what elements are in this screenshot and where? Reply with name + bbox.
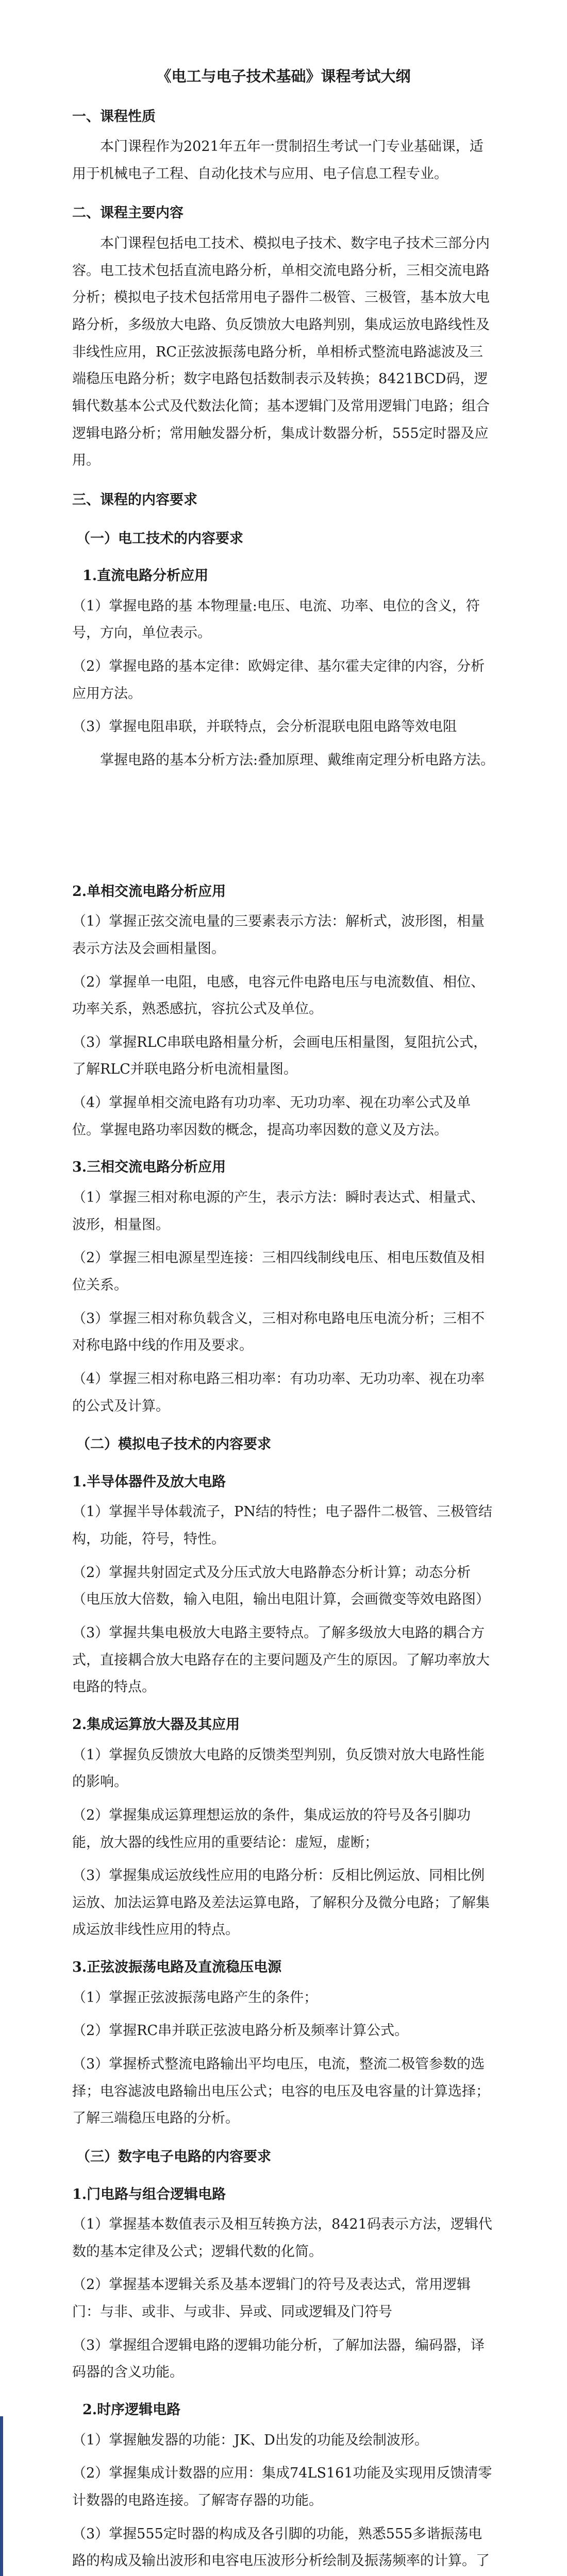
list-item: （2）掌握集成运算理想运放的条件，集成运放的符号及各引脚功能，放大器的线性应用的重要结论：虚短，虚断； [72, 1807, 471, 1851]
list-item: （4）掌握三相对称电路三相功率：有功功率、无功功率、视在功率的公式及计算。 [72, 1370, 485, 1414]
list-item: （1）掌握正弦波振荡电路产生的条件； [72, 1989, 318, 2006]
list-item: （2）掌握单一电阻，电感，电容元件电路电压与电流数值、相位、功率关系，熟悉感抗，容抗公式及单位。 [72, 974, 485, 1018]
subsection-heading-dc: 1.直流电路分析应用 [82, 568, 209, 584]
document [72, 62, 495, 2576]
list-item: （4）掌握单相交流电路有功功率、无功功率、视在功率公式及单位。掌握电路功率因数的概念，提高功率因数的意义及方法。 [72, 1095, 471, 1138]
subsection-heading-three-phase: 3.三相交流电路分析应用 [72, 1159, 226, 1176]
subsection-heading-logic: 1.门电路与组合逻辑电路 [72, 2186, 226, 2202]
subsection-heading-semiconductor: 1.半导体器件及放大电路 [72, 1473, 226, 1490]
list-item: （2）掌握集成计数器的应用：集成74LS161功能及实现用反馈清零计数器的电路连接。了解寄存器的功能。 [72, 2465, 492, 2509]
list-item: （3）掌握555定时器的构成及各引脚的功能，熟悉555多谐振荡电路的构成及输出波形和电容电压波形分析绘制及振荡频率的计算。了 [72, 2526, 490, 2569]
list-item: （1）掌握基本数值表示及相互转换方法，8421码表示方法，逻辑代数的基本定律及公式；逻辑代数的化简。 [72, 2216, 492, 2260]
section-heading-nature: 一、课程性质 [72, 108, 156, 125]
list-item: （1）掌握触发器的功能：JK、D出发的功能及绘制波形。 [72, 2432, 428, 2448]
subsection-heading-ac: 2.单相交流电路分析应用 [72, 883, 226, 900]
section-heading-content: 二、课程主要内容 [72, 205, 184, 222]
part-heading-analog: （二）模拟电子技术的内容要求 [76, 1436, 271, 1453]
list-item: （1）掌握半导体载流子，PN结的特性；电子器件二极管、三极管结构，功能，符号，特性。 [72, 1504, 492, 1548]
subsection-heading-opamp: 2.集成运算放大器及其应用 [72, 1716, 240, 1733]
list-item: （3）掌握RLC串联电路相量分析，会画电压相量图，复阻抗公式，了解RLC并联电路分析电流相量图。 [72, 1034, 488, 1078]
paragraph-nature: 本门课程作为2021年五年一贯制招生考试一门专业基础课，适用于机械电子工程、自动化技术与应用、电子信息工程专业。 [72, 139, 483, 182]
document-title: 《电工与电子技术基础》课程考试大纲 [156, 67, 411, 85]
list-item: （1）掌握三相对称电源的产生，表示方法：瞬时表达式、相量式、波形，相量图。 [72, 1190, 485, 1233]
list-item: （3）掌握组合逻辑电路的逻辑功能分析，了解加法器，编码器，译码器的含义功能。 [72, 2337, 485, 2381]
list-item: （2）掌握RC串并联正弦波电路分析及频率计算公式。 [72, 2023, 409, 2039]
list-item: （3）掌握集成运放线性应用的电路分析：反相比例运放、同相比例运放、加法运算电路及差法运算电路，了解积分及微分电路；了解集成运放非线性应用的特点。 [72, 1868, 490, 1938]
list-item: （3）掌握电阻串联，并联特点，会分析混联电阻电路等效电阻 [72, 719, 457, 735]
part-heading-digital: （三）数字电子电路的内容要求 [76, 2148, 271, 2165]
subsection-heading-oscillator: 3.正弦波振荡电路及直流稳压电源 [72, 1959, 282, 1976]
list-item: （1）掌握正弦交流电量的三要素表示方法：解析式，波形图，相量表示方法及会画相量图。 [72, 913, 485, 957]
list-item: （1）掌握负反馈放大电路的反馈类型判别，负反馈对放大电路性能的影响。 [72, 1747, 485, 1790]
list-item-extra: 掌握电路的基本分析方法:叠加原理、戴维南定理分析电路方法。 [100, 752, 495, 768]
list-item: （2）掌握三相电源星型连接：三相四线制线电压、相电压数值及相位关系。 [72, 1250, 485, 1293]
part-heading-electrical: （一）电工技术的内容要求 [76, 530, 243, 547]
left-accent-bar [0, 2416, 3, 2576]
list-item: （1）掌握电路的基 本物理量:电压、电流、功率、电位的含义，符号，方向，单位表示。 [72, 598, 480, 641]
section-heading-requirements: 三、课程的内容要求 [72, 492, 197, 508]
list-item: （3）掌握三相对称负载含义，三相对称电路电压电流分析；三相不对称电路中线的作用及要求。 [72, 1310, 485, 1354]
paragraph-content: 本门课程包括电工技术、模拟电子技术、数字电子技术三部分内容。电工技术包括直流电路分析，单相交流电路分析，三相交流电路分析；模拟电子技术包括常用电子器件二极管、三极管，基本放大电路分析，多级放大电路、负反馈放大电路判别，集成运放电路线性及非线性应用，RC正弦波振荡电路分析，单相桥式整流电路滤波及三端稳压电路分析；数字电路包括数制表示及转换；8421BCD码，逻辑代数基本公式及代数法化简；基本逻辑门及常用逻辑门电路；组合逻辑电路分析；常用触发器分析，集成计数器分析，555定时器及应用。 [72, 235, 490, 469]
blank-gap [72, 781, 495, 868]
subsection-heading-sequential: 2.时序逻辑电路 [82, 2402, 181, 2418]
list-item: （3）掌握桥式整流电路输出平均电压，电流，整流二极管参数的选择；电容滤波电路输出电压公式；电容的电压及电容量的计算选择；了解三端稳压电路的分析。 [72, 2056, 490, 2127]
list-item: （3）掌握共集电极放大电路主要特点。了解多级放大电路的耦合方式，直接耦合放大电路存在的主要问题及产生的原因。了解功率放大电路的特点。 [72, 1625, 490, 1696]
list-item: （2）掌握基本逻辑关系及基本逻辑门的符号及表达式，常用逻辑门：与非、或非、与或非、异或、同或逻辑及门符号 [72, 2277, 471, 2320]
list-item: （2）掌握共射固定式及分压式放大电路静态分析计算；动态分析（电压放大倍数，输入电阻，输出电阻计算，会画微变等效电路图） [72, 1564, 490, 1608]
list-item: （2）掌握电路的基本定律：欧姆定律、基尔霍夫定律的内容，分析应用方法。 [72, 658, 485, 702]
